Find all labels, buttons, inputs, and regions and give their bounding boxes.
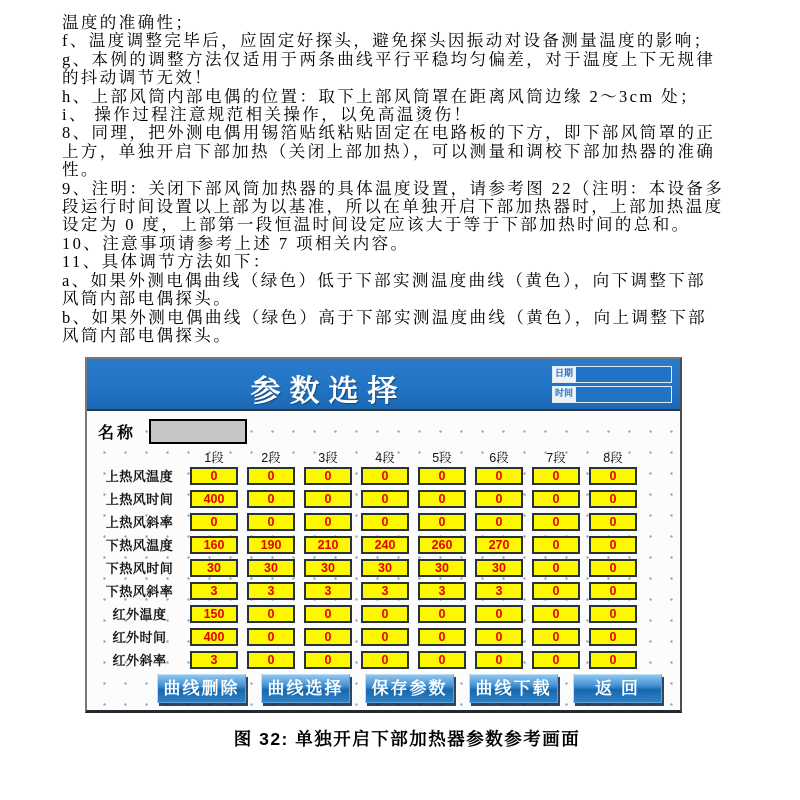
time-row [552, 386, 672, 403]
param-cell[interactable]: 0 [418, 467, 466, 485]
param-row-infrared-temp [87, 602, 680, 625]
param-cell[interactable]: 3 [190, 651, 238, 669]
param-cell[interactable]: 0 [589, 628, 637, 646]
return-button[interactable]: 返 回 [573, 674, 662, 703]
param-cell[interactable]: 150 [190, 605, 238, 623]
column-header: 5段 [432, 451, 452, 465]
param-cell[interactable]: 0 [589, 490, 637, 508]
param-cell[interactable]: 30 [418, 559, 466, 577]
param-cell[interactable]: 0 [475, 490, 523, 508]
param-cell[interactable]: 30 [361, 559, 409, 577]
doc-line: 9、注明：关闭下部风筒加热器的具体温度设置，请参考图 22（注明：本设备多 [62, 178, 725, 198]
param-cell[interactable]: 0 [475, 605, 523, 623]
param-cell[interactable]: 0 [361, 513, 409, 531]
curve-download-button[interactable]: 曲线下载 [469, 674, 558, 703]
param-cell[interactable]: 0 [589, 536, 637, 554]
param-row-upper-air-temp [87, 464, 680, 487]
button-row [87, 674, 680, 703]
param-cell[interactable]: 0 [304, 605, 352, 623]
doc-line: 段运行时间设置以上部为以基准，所以在单独开启下部加热器时，上部加热温度 [62, 197, 724, 217]
param-cell[interactable]: 0 [418, 605, 466, 623]
time-field[interactable] [575, 387, 671, 402]
datetime-box [552, 366, 672, 406]
param-cell[interactable]: 0 [532, 490, 580, 508]
param-cell[interactable]: 0 [589, 559, 637, 577]
column-header: 6段 [489, 451, 509, 465]
param-cell[interactable]: 3 [418, 582, 466, 600]
param-cell[interactable]: 0 [190, 513, 238, 531]
doc-line: 风筒内部电偶探头。 [62, 289, 233, 309]
doc-line: 上方，单独开启下部加热（关闭上部加热），可以测量和调校下部加热器的准确 [62, 141, 716, 161]
param-cell[interactable]: 0 [247, 490, 295, 508]
doc-line: f、温度调整完毕后，应固定好探头，避免探头因振动对设备测量温度的影响； [62, 31, 713, 51]
param-cell[interactable]: 30 [247, 559, 295, 577]
column-header-row [87, 448, 680, 463]
doc-line: 的抖动调节无效！ [62, 68, 214, 88]
param-cell[interactable]: 0 [361, 490, 409, 508]
param-cell[interactable]: 30 [190, 559, 238, 577]
doc-line: 10、注意事项请参考上述 7 项相关内容。 [62, 233, 410, 253]
hmi-screenshot-panel [85, 357, 682, 713]
param-cell[interactable]: 3 [304, 582, 352, 600]
param-cell[interactable]: 0 [304, 651, 352, 669]
date-label: 日期 [553, 367, 575, 382]
name-label: 名称 [98, 424, 137, 442]
param-cell[interactable]: 30 [475, 559, 523, 577]
param-cell[interactable]: 0 [304, 467, 352, 485]
param-cell[interactable]: 160 [190, 536, 238, 554]
param-row-lower-air-slope [87, 579, 680, 602]
param-row-infrared-time [87, 625, 680, 648]
document-text [62, 14, 762, 345]
param-cell[interactable]: 400 [190, 490, 238, 508]
date-field[interactable] [575, 367, 671, 382]
param-cell[interactable]: 0 [532, 651, 580, 669]
doc-line: 11、具体调节方法如下： [62, 252, 272, 272]
param-cell[interactable]: 0 [589, 605, 637, 623]
param-cell[interactable]: 0 [418, 651, 466, 669]
column-header: 2段 [261, 451, 281, 465]
param-cell[interactable]: 0 [532, 536, 580, 554]
param-cell[interactable]: 210 [304, 536, 352, 554]
param-cell[interactable]: 3 [361, 582, 409, 600]
parameter-grid [87, 448, 680, 671]
param-cell[interactable]: 0 [418, 490, 466, 508]
param-cell[interactable]: 0 [247, 467, 295, 485]
param-cell[interactable]: 0 [589, 582, 637, 600]
row-label: 红外时间 [112, 630, 167, 645]
param-cell[interactable]: 3 [475, 582, 523, 600]
param-cell[interactable]: 0 [190, 467, 238, 485]
param-cell[interactable]: 240 [361, 536, 409, 554]
param-cell[interactable]: 0 [361, 605, 409, 623]
param-row-infrared-slope [87, 648, 680, 671]
row-label: 下热风温度 [105, 538, 174, 553]
doc-line: 温度的准确性； [62, 13, 195, 32]
row-label: 下热风斜率 [105, 584, 174, 599]
param-cell[interactable]: 0 [532, 605, 580, 623]
time-label: 时间 [553, 387, 575, 402]
param-cell[interactable]: 190 [247, 536, 295, 554]
param-cell[interactable]: 3 [247, 582, 295, 600]
row-label: 红外温度 [112, 607, 167, 622]
param-cell[interactable]: 0 [361, 628, 409, 646]
param-row-lower-air-temp [87, 533, 680, 556]
row-label: 上热风斜率 [105, 515, 174, 530]
param-cell[interactable]: 30 [304, 559, 352, 577]
doc-line: a、如果外测电偶曲线（绿色）低于下部实测温度曲线（黄色），向下调整下部 [62, 270, 707, 290]
param-cell[interactable]: 0 [247, 651, 295, 669]
param-cell[interactable]: 0 [475, 513, 523, 531]
row-label: 红外斜率 [112, 653, 167, 668]
param-cell[interactable]: 0 [475, 651, 523, 669]
column-header: 4段 [375, 451, 395, 465]
param-cell[interactable]: 3 [190, 582, 238, 600]
name-row [87, 416, 247, 446]
param-cell[interactable]: 0 [532, 582, 580, 600]
param-cell[interactable]: 260 [418, 536, 466, 554]
param-cell[interactable]: 0 [304, 513, 352, 531]
save-params-button[interactable]: 保存参数 [365, 674, 454, 703]
param-cell[interactable]: 0 [532, 559, 580, 577]
param-cell[interactable]: 0 [532, 513, 580, 531]
panel-title: 参数选择 [250, 375, 407, 408]
param-cell[interactable]: 270 [475, 536, 523, 554]
date-row [552, 366, 672, 383]
param-cell[interactable]: 0 [247, 513, 295, 531]
name-input[interactable] [149, 419, 247, 444]
param-cell[interactable]: 0 [418, 628, 466, 646]
hmi-header [87, 359, 680, 411]
param-row-upper-air-time [87, 487, 680, 510]
param-cell[interactable]: 0 [532, 628, 580, 646]
param-cell[interactable]: 0 [418, 513, 466, 531]
figure-caption: 图 32: 单独开启下部加热器参数参考画面 [233, 729, 581, 749]
param-cell[interactable]: 0 [304, 490, 352, 508]
param-cell[interactable]: 0 [532, 467, 580, 485]
doc-line: h、上部风筒内部电偶的位置：取下上部风筒罩在距离风筒边缘 2～3cm 处； [62, 86, 699, 106]
doc-line: 风筒内部电偶探头。 [62, 325, 233, 345]
curve-delete-button[interactable]: 曲线删除 [157, 674, 246, 703]
doc-line: 性。 [62, 160, 100, 180]
row-label: 下热风时间 [105, 561, 174, 576]
param-row-upper-air-slope [87, 510, 680, 533]
param-row-lower-air-time [87, 556, 680, 579]
row-label: 上热风温度 [105, 469, 174, 484]
doc-line: 设定为 0 度，上部第一段恒温时间设定应该大于等于下部加热时间的总和。 [62, 215, 691, 235]
curve-select-button[interactable]: 曲线选择 [261, 674, 350, 703]
doc-line: b、如果外测电偶曲线（绿色）高于下部实测温度曲线（黄色），向上调整下部 [62, 307, 707, 327]
row-label: 上热风时间 [105, 492, 174, 507]
param-cell[interactable]: 0 [475, 628, 523, 646]
param-cell[interactable]: 0 [475, 467, 523, 485]
param-cell[interactable]: 400 [190, 628, 238, 646]
column-header: 1段 [204, 451, 224, 465]
param-cell[interactable]: 0 [247, 605, 295, 623]
doc-line: 8、同理，把外测电偶用锡箔贴纸粘贴固定在电路板的下方，即下部风筒罩的正 [62, 123, 716, 143]
param-cell[interactable]: 0 [361, 467, 409, 485]
column-header: 3段 [318, 451, 338, 465]
param-cell[interactable]: 0 [589, 651, 637, 669]
param-cell[interactable]: 0 [589, 513, 637, 531]
param-cell[interactable]: 0 [304, 628, 352, 646]
doc-line: i、 操作过程注意规范相关操作，以免高温烫伤！ [62, 105, 473, 125]
param-cell[interactable]: 0 [247, 628, 295, 646]
param-cell[interactable]: 0 [589, 467, 637, 485]
param-cell[interactable]: 0 [361, 651, 409, 669]
column-header: 8段 [603, 451, 623, 465]
column-header: 7段 [546, 451, 566, 465]
hmi-body [87, 411, 680, 710]
doc-line: g、本例的调整方法仅适用于两条曲线平行平稳均匀偏差，对于温度上下无规律 [62, 49, 716, 69]
